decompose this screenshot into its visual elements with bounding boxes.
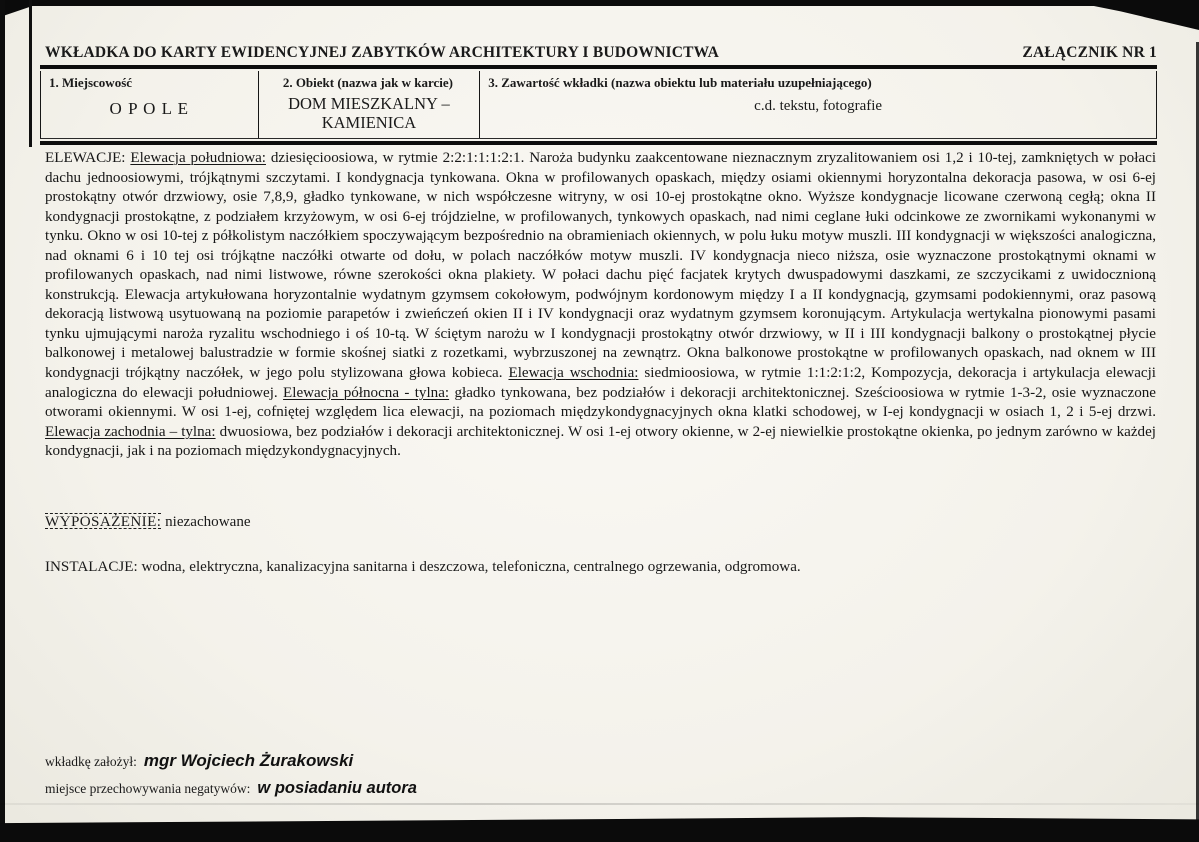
negatives-value: w posiadaniu autora <box>257 779 417 797</box>
header-rule <box>40 65 1157 69</box>
wyposazenie-value: niezachowane <box>161 514 251 530</box>
wyposazenie-line <box>45 514 251 531</box>
elewacja-zachodnia-heading: Elewacja zachodnia – tylna: <box>45 423 216 440</box>
elewacja-wschodnia-heading: Elewacja wschodnia: <box>508 365 639 382</box>
elewacja-polnocna-text: gładko tynkowana, bez podziałów i dekoracji architektonicznej. Sześcioosiowa w rytmie 1-3-2, osie wyznaczone otworami okiennymi. W osi 1-ej, cofniętej względem lica elewacji, na poziomach międzykondygnacyjnych okna klatki schodowej, w I-ej kondygnacji w osiach 1, 2 i 5-ej drzwi. <box>45 384 1157 421</box>
document-header <box>45 44 1157 62</box>
document-title: WKŁADKA DO KARTY EWIDENCYJNEJ ZABYTKÓW ARCHITEKTURY I BUDOWNICTWA <box>45 44 720 61</box>
cell-zawartosc-value: c.d. tekstu, fotografie <box>754 98 883 114</box>
scan-crease-line <box>0 803 1199 805</box>
cell-obiekt-value-line2: KAMIENICA <box>321 113 417 132</box>
scan-edge-bottom <box>0 815 1199 842</box>
founder-line <box>45 751 353 771</box>
elewacja-wschodnia-text: siedmioosiowa, w rytmie 1:1:2:1:2, Kompozycja, dekoracja i artykulacja elewacji analogiczna do elewacji południowej. <box>45 365 1156 401</box>
elewacje-paragraph <box>45 149 1156 462</box>
cell-obiekt-value-line1: DOM MIESZKALNY – <box>288 94 450 113</box>
elewacja-zachodnia-text: dwuosiowa, bez podziałów i dekoracji architektonicznej. W osi 1-ej otwory okienne, w 2-ej niewielkie prostokątne okienka, po jednym zarówno w każdej kondygnacji, jak i na poziomach międzykondygnacyjnych. <box>45 423 1156 460</box>
elewacja-polnocna-heading: Elewacja północna - tylna: <box>283 384 450 401</box>
elewacja-poludniowa-heading: Elewacja południowa: <box>130 150 266 166</box>
scan-edge-top <box>0 0 1199 6</box>
founder-label: wkładkę założył: <box>45 754 137 769</box>
wyposazenie-label: WYPOSAŻENIE: <box>45 514 162 530</box>
cell-zawartosc-label: 3. Zawartość wkładki (nazwa obiektu lub materiału uzupełniającego) <box>488 75 872 90</box>
cell-obiekt-value <box>259 94 480 132</box>
scan-corner-top-left <box>0 0 50 17</box>
record-table <box>40 71 1157 139</box>
cell-miejscowosc-label: 1. Miejscowość <box>49 75 133 90</box>
negatives-label: miejsce przechowywania negatywów: <box>45 781 251 796</box>
cell-obiekt <box>259 71 481 138</box>
elewacje-label: ELEWACJE: <box>45 150 131 166</box>
cell-miejscowosc <box>41 71 259 138</box>
cell-obiekt-label: 2. Obiekt (nazwa jak w karcie) <box>282 75 454 90</box>
cell-miejscowosc-value: O P O L E <box>109 99 190 118</box>
instalacje-line: INSTALACJE: wodna, elektryczna, kanalizacyjna sanitarna i deszczowa, telefoniczna, centralnego ogrzewania, odgromowa. <box>45 559 801 575</box>
annex-label: ZAŁĄCZNIK NR 1 <box>1022 44 1157 61</box>
scan-margin-line <box>29 0 32 147</box>
table-rule <box>40 141 1157 145</box>
scan-edge-left <box>0 0 5 842</box>
cell-zawartosc <box>480 71 1156 138</box>
founder-name: mgr Wojciech Żurakowski <box>143 751 354 770</box>
elewacja-poludniowa-text: dziesięcioosiowa, w rytmie 2:2:1:1:1:2:1. Naroża budynku zaakcentowane nieznacznym zryzalitowaniem osi 1,2 i 10-tej, zamkniętych w połaci dachu jednoosiowymi, trójkątnymi szczytami. I kondygnacja tynkowana. Okna w profilowanych opaskach, między osiami okiennymi horyzontalna dekoracja pasowa, w osi 6-ej prostokątny otwór drzwiowy, osie 7,8,9, gładko tynkowane, w nich współczesne witryny, w osi 10-ej prostokątne okno. Wyższe kondygnacje licowane czerwoną cegłą; okna II kondygnacji prostokątne, z podziałem krzyżowym, w osi 6-ej trójdzielne, w profilowanych, tynkowych opaskach, nad nimi ceglane łuki odcinkowe ze zwornikami wykonanymi w tynku. Okno w osi 10-tej z półkolistym naczółkiem spoczywającym bezpośrednio na obramieniach okiennych, w polu łuku motyw muszli. III kondygnacji w większości analogiczna, nad oknami 6 i 10 tej osi trójkątne naczółki otwarte od dołu, w polach naczółków motyw muszli. IV kondygnacja nieco niższa, osie wyznaczone prostokątnymi oknami w profilowanych opaskach, nad nimi listwowe, równe szerokości okna plakiety. W połaci dachu pięć facjatek krytych dwuspadowymi daszkami, ze szczycikami z uwidocznioną konstrukcją. Elewacja artykułowana horyzontalnie wydatnym gzymsem cokołowym, podwójnym kordonowym między I a II kondygnacją, gzymsami podokiennymi, oraz pasową dekoracją listwową usytuowaną na poziomie parapetów i zwieńczeń okien II i IV kondygnacji oraz wydatnym gzymsem koronującym. Artykulacja wertykalna pionowymi pasami tynku ujmującymi naroża ryzalitu wschodniego i oś 10-tą. W ściętym narożu w I kondygnacji prostokątny otwór drzwiowy, w II i III kondygnacji balkony o prostokątnej płycie balkonowej i metalowej balustradzie w formie skośnej siatki z rozetkami, wybrzuszonej na zewnątrz. Okna balkonowe prostokątne w profilowanych opaskach, nad oknem w III kondygnacji trójkątny naczółek, w jego polu stylizowana głowa kobieca. <box>45 150 1157 382</box>
negatives-line <box>45 779 417 798</box>
